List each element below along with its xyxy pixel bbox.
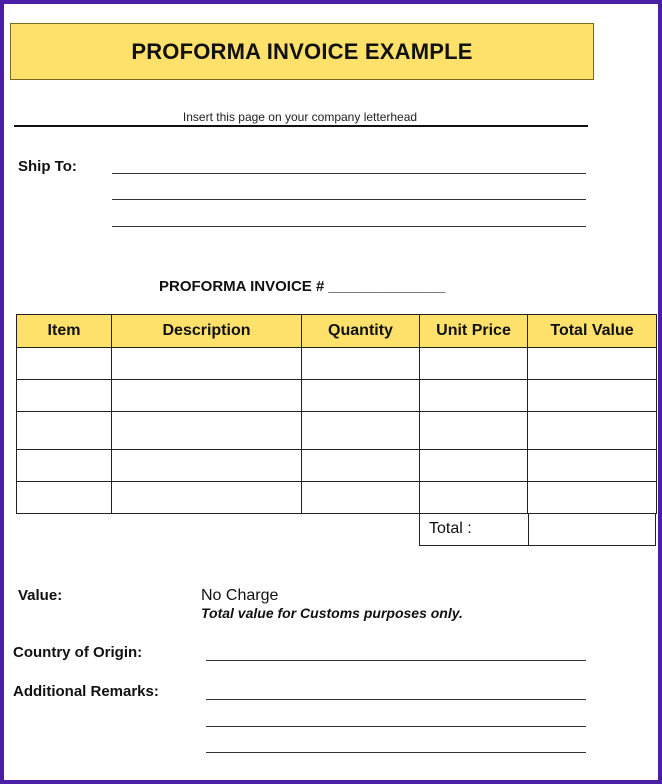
table-row [17, 450, 657, 482]
column-header-description: Description [112, 315, 302, 348]
table-cell[interactable] [528, 482, 657, 514]
column-header-total-value: Total Value [528, 315, 657, 348]
total-label: Total : [419, 513, 528, 546]
value-label: Value: [18, 587, 63, 604]
table-cell[interactable] [17, 450, 112, 482]
ship-to-line-1[interactable] [112, 173, 586, 174]
country-of-origin-label: Country of Origin: [13, 644, 143, 661]
invoice-number-label: PROFORMA INVOICE # ______________ [159, 278, 446, 295]
column-header-item: Item [17, 315, 112, 348]
total-row [419, 513, 656, 546]
table-row [17, 348, 657, 380]
total-value-cell[interactable] [528, 513, 656, 546]
value-text: No Charge [201, 587, 279, 604]
additional-remarks-label: Additional Remarks: [13, 683, 159, 700]
table-cell[interactable] [528, 450, 657, 482]
country-of-origin-line[interactable] [206, 660, 586, 661]
table-row [17, 482, 657, 514]
table-cell[interactable] [17, 348, 112, 380]
table-cell[interactable] [420, 450, 528, 482]
table-cell[interactable] [112, 412, 302, 450]
table-cell[interactable] [528, 412, 657, 450]
table-cell[interactable] [17, 380, 112, 412]
table-cell[interactable] [302, 482, 420, 514]
table-row [17, 412, 657, 450]
table-cell[interactable] [528, 380, 657, 412]
remarks-line-3[interactable] [206, 752, 586, 753]
table-cell[interactable] [420, 348, 528, 380]
table-cell[interactable] [302, 348, 420, 380]
document-title: PROFORMA INVOICE EXAMPLE [10, 23, 594, 80]
table-cell[interactable] [420, 380, 528, 412]
ship-to-line-3[interactable] [112, 226, 586, 227]
ship-to-label: Ship To: [18, 158, 77, 175]
table-cell[interactable] [112, 348, 302, 380]
remarks-line-2[interactable] [206, 726, 586, 727]
table-cell[interactable] [420, 482, 528, 514]
items-table [16, 314, 657, 514]
customs-note: Total value for Customs purposes only. [201, 605, 463, 621]
remarks-line-1[interactable] [206, 699, 586, 700]
column-header-unit-price: Unit Price [420, 315, 528, 348]
letterhead-note: Insert this page on your company letterhead [182, 110, 418, 124]
table-cell[interactable] [302, 450, 420, 482]
table-cell[interactable] [17, 412, 112, 450]
table-cell[interactable] [112, 380, 302, 412]
table-cell[interactable] [302, 412, 420, 450]
table-cell[interactable] [528, 348, 657, 380]
table-row [17, 380, 657, 412]
table-cell[interactable] [17, 482, 112, 514]
table-cell[interactable] [302, 380, 420, 412]
column-header-quantity: Quantity [302, 315, 420, 348]
table-cell[interactable] [112, 450, 302, 482]
table-header-row [17, 315, 657, 348]
table-cell[interactable] [112, 482, 302, 514]
ship-to-line-2[interactable] [112, 199, 586, 200]
header-divider [14, 125, 588, 127]
table-cell[interactable] [420, 412, 528, 450]
